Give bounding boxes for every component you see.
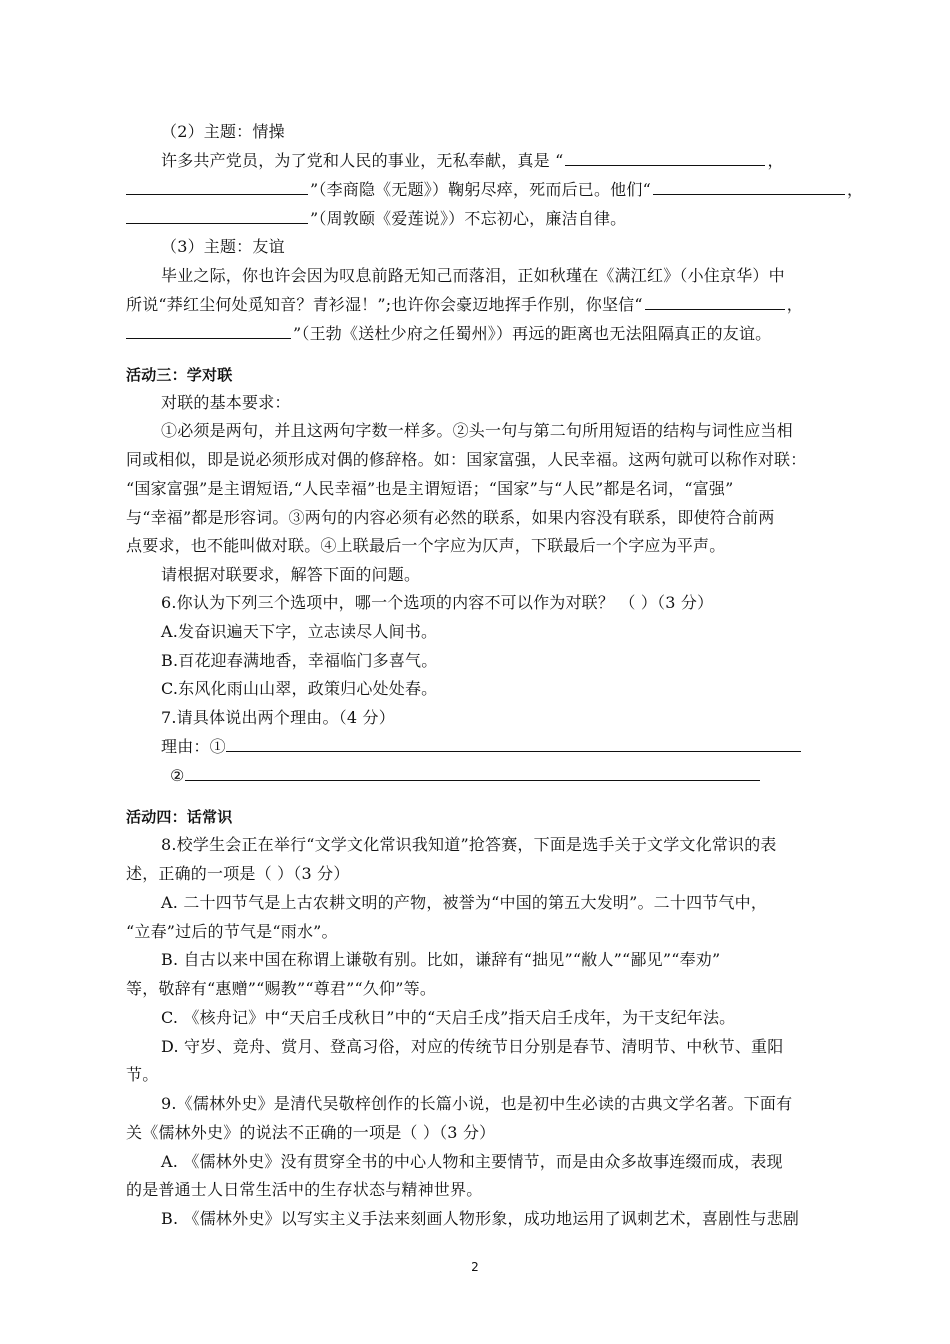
paragraph-line: 点要求，也不能叫做对联。④上联最后一个字应为仄声，下联最后一个字应为平声。	[126, 536, 726, 555]
option-c[interactable]: C.东风化雨山山翠，政策归心处处春。	[161, 679, 438, 698]
text: 许多共产党员，为了党和人民的事业，无私奉献，真是 “	[161, 151, 564, 170]
section2-theme: （2）主题：情操	[161, 122, 285, 141]
text: 所说“莽红尘何处觅知音？青衫湿！”;也许你会豪迈地挥手作别，你坚信“	[126, 295, 643, 314]
section3-theme: （3）主题：友谊	[161, 237, 285, 256]
reason-line-2	[170, 765, 820, 787]
text: ②	[170, 766, 185, 785]
paragraph-line: ①必须是两句，并且这两句字数一样多。②头一句与第二句所用短语的结构与词性应当相	[161, 421, 793, 440]
section3-line3	[126, 323, 846, 345]
answer-blank[interactable]	[126, 179, 308, 195]
paragraph-line: “国家富强”是主谓短语,“人民幸福”也是主谓短语；“国家”与“人民”都是名词，“富强”	[126, 479, 734, 498]
answer-blank[interactable]	[645, 294, 785, 310]
activity3-heading: 活动三：学对联	[126, 366, 233, 384]
answer-blank[interactable]	[226, 736, 801, 752]
answer-blank[interactable]	[185, 765, 760, 781]
option-a-cont: “立春”过后的节气是“雨水”。	[126, 922, 338, 941]
activity3-intro: 对联的基本要求：	[161, 393, 291, 412]
question-6: 6.你认为下列三个选项中，哪一个选项的内容不可以作为对联？ （ ）（3 分）	[161, 593, 714, 612]
text: ，	[767, 151, 784, 170]
activity4-heading: 活动四：话常识	[126, 808, 233, 826]
option-b-cont: 等，敬辞有“惠赠”“赐教”“尊君”“久仰”等。	[126, 979, 437, 998]
paragraph-line: 同或相似，即是说必须形成对偶的修辞格。如：国家富强，人民幸福。这两句就可以称作对联：	[126, 450, 807, 469]
answer-blank[interactable]	[126, 208, 308, 224]
option-b[interactable]: B. 《儒林外史》以写实主义手法来刻画人物形象，成功地运用了讽刺艺术，喜剧性与悲剧	[161, 1209, 800, 1228]
text: ”（周敦颐《爱莲说》）不忘初心，廉洁自律。	[310, 209, 627, 228]
section2-line1	[161, 150, 846, 172]
text: 理由：①	[161, 737, 226, 756]
option-d[interactable]: D. 守岁、竞舟、赏月、登高习俗，对应的传统节日分别是春节、清明节、中秋节、重阳	[161, 1037, 784, 1056]
option-a[interactable]: A.发奋识遍天下字，立志读尽人间书。	[161, 622, 438, 641]
question-8: 8.校学生会正在举行“文学文化常识我知道”抢答赛，下面是选手关于文学文化常识的表	[161, 835, 777, 854]
text: ”（王勃《送杜少府之任蜀州》）再远的距离也无法阻隔真正的友谊。	[293, 324, 772, 343]
section2-line2	[126, 179, 864, 201]
section3-line1: 毕业之际，你也许会因为叹息前路无知己而落泪，正如秋瑾在《满江红》（小住京华）中	[161, 266, 785, 285]
reason-line-1	[161, 736, 846, 758]
option-b[interactable]: B. 自古以来中国在称谓上谦敬有别。比如，谦辞有“拙见”“敝人”“鄙见”“奉劝”	[161, 950, 721, 969]
question-9-cont: 关《儒林外史》的说法不正确的一项是（ ）（3 分）	[126, 1123, 496, 1142]
option-c[interactable]: C. 《核舟记》中“天启壬戌秋日”中的“天启壬戌”指天启壬戌年，为干支纪年法。	[161, 1008, 736, 1027]
option-a-cont: 的是普通士人日常生活中的生存状态与精神世界。	[126, 1180, 483, 1199]
question-9: 9.《儒林外史》是清代吴敬梓创作的长篇小说，也是初中生必读的古典文学名著。下面有	[161, 1094, 793, 1113]
question-7: 7.请具体说出两个理由。（4 分）	[161, 708, 395, 727]
text: ，	[846, 180, 864, 199]
text: ，	[786, 295, 803, 314]
instruction: 请根据对联要求，解答下面的问题。	[161, 565, 421, 584]
answer-blank[interactable]	[126, 323, 291, 339]
section2-line3	[126, 208, 846, 230]
option-a[interactable]: A. 二十四节气是上古农耕文明的产物，被誉为“中国的第五大发明”。二十四节气中，	[161, 893, 768, 912]
answer-blank[interactable]	[653, 179, 845, 195]
option-b[interactable]: B.百花迎春满地香，幸福临门多喜气。	[161, 651, 438, 670]
text: ”（李商隐《无题》）鞠躬尽瘁，死而后已。他们“	[310, 180, 651, 199]
answer-blank[interactable]	[565, 150, 765, 166]
paragraph-line: 与“幸福”都是形容词。③两句的内容必须有必然的联系，如果内容没有联系，即使符合前两	[126, 508, 775, 527]
option-a[interactable]: A. 《儒林外史》没有贯穿全书的中心人物和主要情节，而是由众多故事连缀而成，表现	[161, 1152, 783, 1171]
section3-line2	[126, 294, 846, 316]
question-8-cont: 述，正确的一项是（ ）（3 分）	[126, 864, 350, 883]
page-number: 2	[471, 1260, 479, 1274]
option-d-cont: 节。	[126, 1065, 159, 1084]
